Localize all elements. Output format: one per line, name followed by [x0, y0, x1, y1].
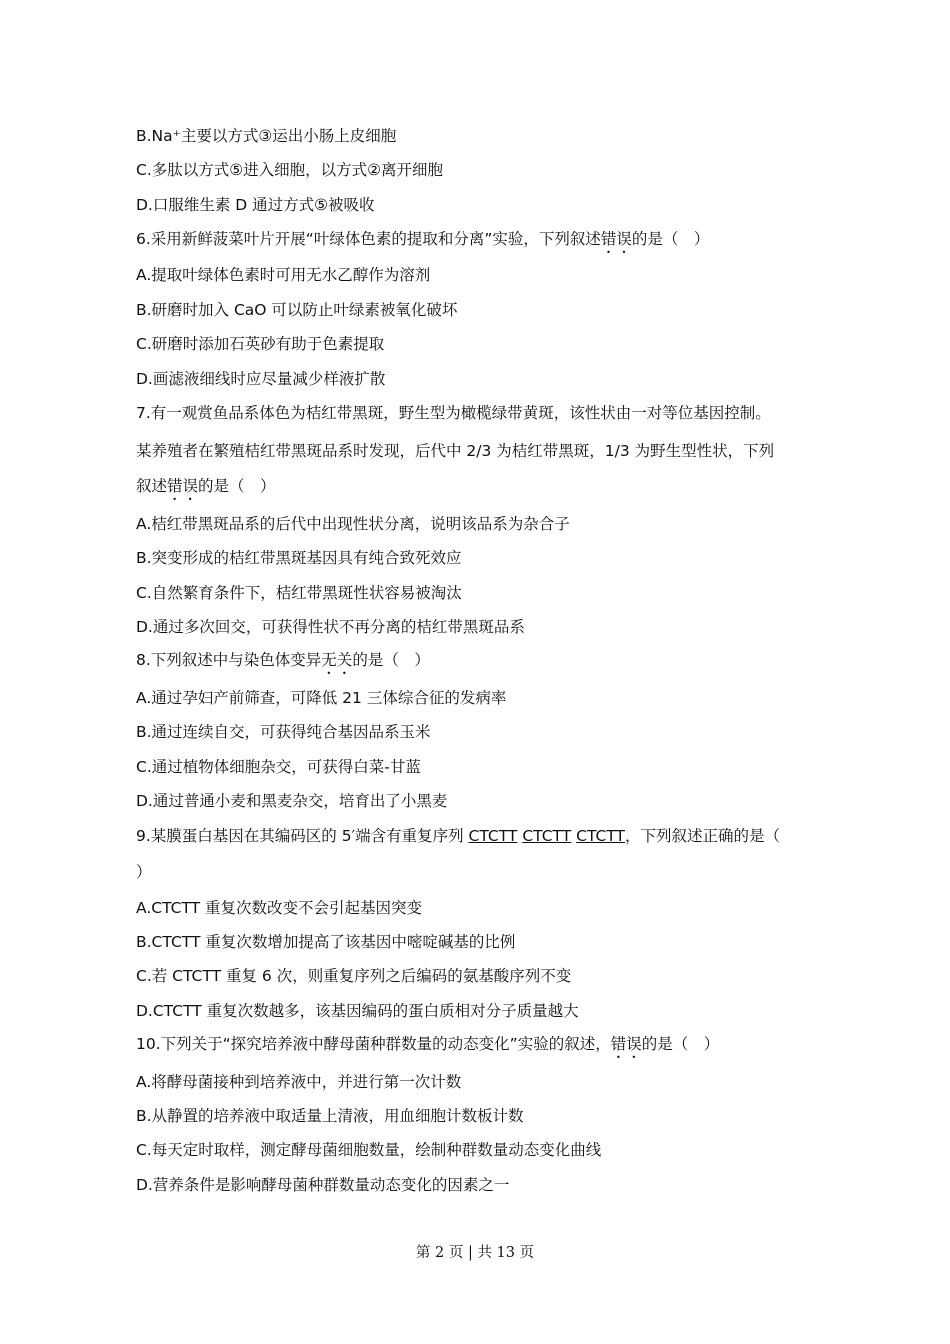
q10-option-a: A.将酵母菌接种到培养液中，并进行第一次计数 — [136, 1073, 462, 1091]
q10-emphasis: 错误 — [610, 1035, 642, 1053]
q6-emphasis: 错误 — [600, 230, 632, 248]
q8-stem-text: 8.下列叙述中与染色体变异 — [136, 651, 322, 669]
q9-stem-line2: ） — [136, 863, 152, 881]
q6-stem-end: 的是（ ） — [631, 230, 710, 248]
q9-sequence-2: CTCTT — [522, 827, 572, 845]
q6-option-b: B.研磨时加入 CaO 可以防止叶绿素被氧化破坏 — [136, 301, 458, 319]
q9-stem-line1 — [136, 825, 780, 847]
q8-option-d: D.通过普通小麦和黑麦杂交，培育出了小黑麦 — [136, 792, 448, 810]
q7-stem-text: 叙述 — [136, 477, 168, 495]
q9-sequence-1: CTCTT — [468, 827, 518, 845]
q6-option-a: A.提取叶绿体色素时可用无水乙醇作为溶剂 — [136, 266, 431, 284]
q7-option-b: B.突变形成的桔红带黑斑基因具有纯合致死效应 — [136, 549, 462, 567]
q7-emphasis: 错误 — [167, 477, 199, 495]
q7-option-a: A.桔红带黑斑品系的后代中出现性状分离，说明该品系为杂合子 — [136, 515, 570, 533]
q7-stem-line3 — [136, 475, 276, 504]
q10-stem — [136, 1033, 719, 1062]
q6-stem — [136, 228, 709, 257]
q5-option-b: B.Na⁺主要以方式③运出小肠上皮细胞 — [136, 127, 397, 145]
q9-stem-text: 9.某膜蛋白基因在其编码区的 5′端含有重复序列 — [136, 827, 469, 845]
q9-option-d: D.CTCTT 重复次数越多，该基因编码的蛋白质相对分子质量越大 — [136, 1002, 579, 1020]
q10-option-d: D.营养条件是影响酵母菌种群数量动态变化的因素之一 — [136, 1176, 510, 1194]
q10-option-b: B.从静置的培养液中取适量上清液，用血细胞计数板计数 — [136, 1107, 524, 1125]
q6-option-c: C.研磨时添加石英砂有助于色素提取 — [136, 335, 385, 353]
q10-stem-end: 的是（ ） — [641, 1035, 720, 1053]
q9-option-a: A.CTCTT 重复次数改变不会引起基因突变 — [136, 899, 423, 917]
q6-option-d: D.画滤液细线时应尽量减少样液扩散 — [136, 370, 386, 388]
q10-option-c: C.每天定时取样，测定酵母菌细胞数量，绘制种群数量动态变化曲线 — [136, 1141, 602, 1159]
q9-stem-end: ，下列叙述正确的是（ — [625, 827, 781, 845]
q7-stem-line2: 某养殖者在繁殖桔红带黑斑品系时发现，后代中 2/3 为桔红带黑斑，1/3 为野生型性状，下列 — [136, 442, 775, 460]
page-footer: 第 2 页 | 共 13 页 — [415, 1245, 535, 1261]
q6-stem-text: 6.采用新鲜菠菜叶片开展“叶绿体色素的提取和分离”实验，下列叙述 — [136, 230, 601, 248]
q7-stem-end: 的是（ ） — [198, 477, 276, 495]
q9-sequence-3: CTCTT — [576, 827, 626, 845]
q7-option-d: D.通过多次回交，可获得性状不再分离的桔红带黑斑品系 — [136, 618, 525, 636]
q8-stem — [136, 649, 430, 678]
q9-option-b: B.CTCTT 重复次数增加提高了该基因中嘧啶碱基的比例 — [136, 933, 516, 951]
q7-stem-line1: 7.有一观赏鱼品系体色为桔红带黑斑，野生型为橄榄绿带黄斑，该性状由一对等位基因控制。 — [136, 404, 771, 422]
q9-option-c: C.若 CTCTT 重复 6 次，则重复序列之后编码的氨基酸序列不变 — [136, 967, 572, 985]
q8-emphasis: 无关 — [321, 651, 353, 669]
q8-option-b: B.通过连续自交，可获得纯合基因品系玉米 — [136, 723, 431, 741]
q8-stem-end: 的是（ ） — [352, 651, 430, 669]
q8-option-a: A.通过孕妇产前筛查，可降低 21 三体综合征的发病率 — [136, 689, 507, 707]
q5-option-c: C.多肽以方式⑤进入细胞，以方式②离开细胞 — [136, 161, 444, 179]
q7-option-c: C.自然繁育条件下，桔红带黑斑性状容易被淘汰 — [136, 584, 462, 602]
q10-stem-text: 10.下列关于“探究培养液中酵母菌种群数量的动态变化”实验的叙述， — [136, 1035, 611, 1053]
q8-option-c: C.通过植物体细胞杂交，可获得白菜-甘蓝 — [136, 758, 421, 776]
q5-option-d: D.口服维生素 D 通过方式⑤被吸收 — [136, 196, 375, 214]
